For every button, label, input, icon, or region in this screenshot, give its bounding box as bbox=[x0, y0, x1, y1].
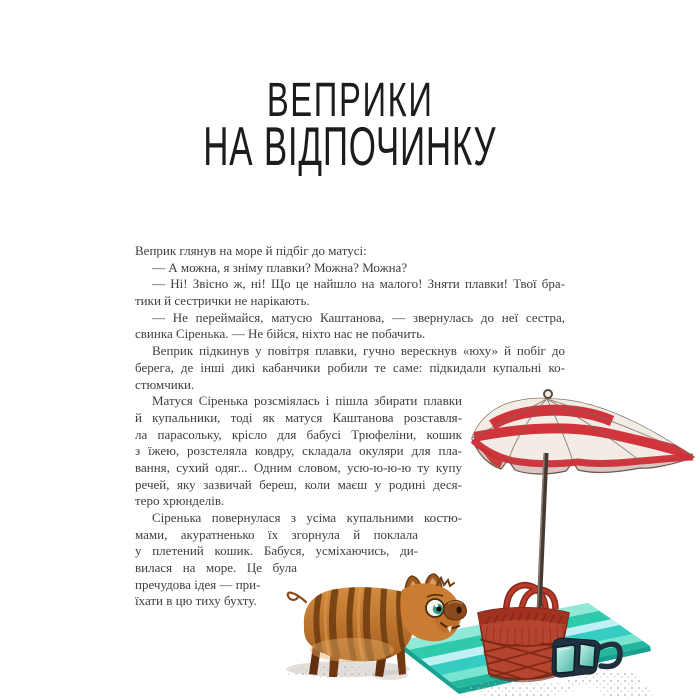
text-line: — Ні! Звісно ж, ні! Що це найшло на малого! Зняти плавки! Твої бра- bbox=[152, 276, 565, 292]
text-line: Веприк підкинув у повітря плавки, гучно верескнув «юху» й побіг до bbox=[152, 343, 565, 359]
text-line: тики й сестрички не нарікають. bbox=[135, 293, 310, 309]
text-line: з їжею, розстеляла ковдру, складала окуляри для пла- bbox=[135, 443, 462, 459]
chapter-title-text-1: ВЕПРИКИ bbox=[266, 72, 434, 127]
text-line: теро хрюнделів. bbox=[135, 493, 225, 509]
chapter-title-line2 bbox=[0, 115, 700, 177]
piglet-snout bbox=[444, 601, 466, 620]
text-line: свинка Сіренька. — Не бійся, ніхто нас не побачить. bbox=[135, 326, 426, 342]
text-line: берега, де інші дикі кабанчики робили те саме: підкидали купальні ко- bbox=[135, 359, 565, 375]
text-line: у плетений кошик. Бабуся, усміхаючись, ди- bbox=[135, 543, 418, 559]
piglet-tail bbox=[288, 593, 306, 602]
text-line: речей, яку зазвичай береш, коли маєш у родині деся- bbox=[135, 476, 462, 492]
text-line: мами, акуратненько їх згорнула й поклала bbox=[135, 526, 418, 542]
text-line: вання, сухий одяг... Одним словом, усю-ю-ю-ю ту купу bbox=[135, 459, 462, 475]
text-line: їхати в цю тиху бухту. bbox=[135, 593, 257, 609]
umbrella-top-ring bbox=[544, 390, 552, 398]
chapter-title-line1 bbox=[0, 72, 700, 127]
goggles-right-lens bbox=[579, 644, 595, 667]
chapter-title-text-2: НА ВІДПОЧИНКУ bbox=[203, 115, 497, 177]
beach-umbrella bbox=[472, 390, 694, 474]
text-line: Матуся Сіренька розсміялась і пішла збирати плавки bbox=[152, 393, 462, 409]
text-line: — Не переймайся, матусю Каштанова, — звернулась до неї сестра, bbox=[152, 309, 565, 325]
text-line: — А можна, я зніму плавки? Можна? Можна? bbox=[152, 259, 408, 275]
text-line: вилася на море. Це була bbox=[135, 560, 297, 576]
text-line: ла парасольку, крісло для бабусі Трюфеліни, кошик bbox=[135, 426, 462, 442]
text-line: Сіренька повернулася з усіма купальними костю- bbox=[152, 510, 462, 525]
piglet-belly bbox=[310, 638, 394, 662]
text-line: Веприк глянув на море й підбіг до матусі: bbox=[135, 243, 367, 258]
text-line: пречудова ідея — при- bbox=[135, 576, 261, 592]
text-line: й купальники, тоді як матуся Каштанова розставля- bbox=[135, 409, 462, 425]
text-line: стюмчики. bbox=[135, 376, 195, 392]
beach-illustration bbox=[268, 383, 700, 700]
